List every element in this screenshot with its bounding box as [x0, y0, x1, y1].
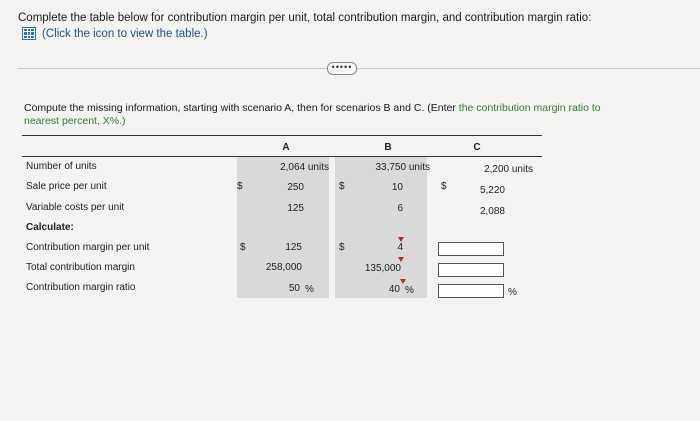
- column-a-shade: [237, 157, 329, 298]
- section-divider: [18, 68, 700, 69]
- instructions-part3: nearest percent, X%.): [24, 115, 126, 127]
- b-cm-ratio[interactable]: 40: [388, 284, 400, 295]
- dollar-sign: $: [240, 242, 246, 253]
- label-cm-ratio: Contribution margin ratio: [26, 282, 136, 293]
- feedback-tick-icon: [400, 279, 406, 284]
- label-calculate: Calculate:: [26, 222, 74, 233]
- b-total-cm[interactable]: 135,000: [364, 263, 401, 274]
- column-header-c: C: [473, 142, 481, 153]
- dollar-sign: $: [237, 181, 243, 192]
- expand-more-button[interactable]: •••••: [327, 62, 357, 75]
- label-cm-per-unit: Contribution margin per unit: [26, 242, 150, 253]
- a-percent-sign: %: [305, 284, 314, 295]
- c-cm-unit-input[interactable]: [438, 242, 504, 256]
- c-cm-ratio-input[interactable]: [438, 284, 504, 298]
- table-icon[interactable]: [22, 27, 36, 40]
- instructions-part2: the contribution margin ratio to: [455, 102, 601, 114]
- b-cm-unit[interactable]: 4: [397, 242, 403, 253]
- feedback-tick-icon: [398, 257, 404, 262]
- instructions: [24, 102, 624, 128]
- b-price: 10: [391, 182, 403, 193]
- view-table-link-text[interactable]: (Click the icon to view the table.): [42, 27, 208, 40]
- dollar-sign: $: [339, 242, 345, 253]
- c-percent-sign: %: [508, 287, 517, 298]
- b-variable: 6: [397, 203, 403, 214]
- c-price: 5,220: [479, 185, 505, 196]
- label-total-cm: Total contribution margin: [26, 262, 135, 273]
- label-variable-costs: Variable costs per unit: [26, 202, 125, 213]
- label-number-of-units: Number of units: [26, 161, 97, 172]
- c-units: 2,200 units: [484, 164, 533, 175]
- question-text: Complete the table below for contribution margin per unit, total contribution margin, and contribution margin ratio:: [18, 12, 592, 24]
- a-units: 2,064 units: [280, 162, 329, 173]
- table-top-rule: [22, 135, 542, 136]
- label-sale-price: Sale price per unit: [26, 181, 107, 192]
- column-b-shade: [335, 157, 427, 298]
- dollar-sign: $: [339, 181, 345, 192]
- a-cm-ratio[interactable]: 50: [288, 283, 300, 294]
- dollar-sign: $: [441, 181, 447, 192]
- feedback-tick-icon: [398, 237, 404, 242]
- c-variable: 2,088: [479, 206, 505, 217]
- view-table-link[interactable]: [22, 27, 208, 40]
- b-units: 33,750 units: [375, 162, 430, 173]
- instructions-part1: Compute the missing information, starting with scenario A, then for scenarios B and C. (Enter: [24, 102, 456, 114]
- a-price: 250: [287, 182, 304, 193]
- column-header-a: A: [282, 142, 290, 153]
- column-header-b: B: [384, 142, 392, 153]
- a-variable: 125: [287, 203, 304, 214]
- a-total-cm[interactable]: 258,000: [265, 262, 302, 273]
- c-total-cm-input[interactable]: [438, 263, 504, 277]
- a-cm-unit[interactable]: 125: [285, 242, 302, 253]
- b-percent-sign: %: [405, 285, 414, 296]
